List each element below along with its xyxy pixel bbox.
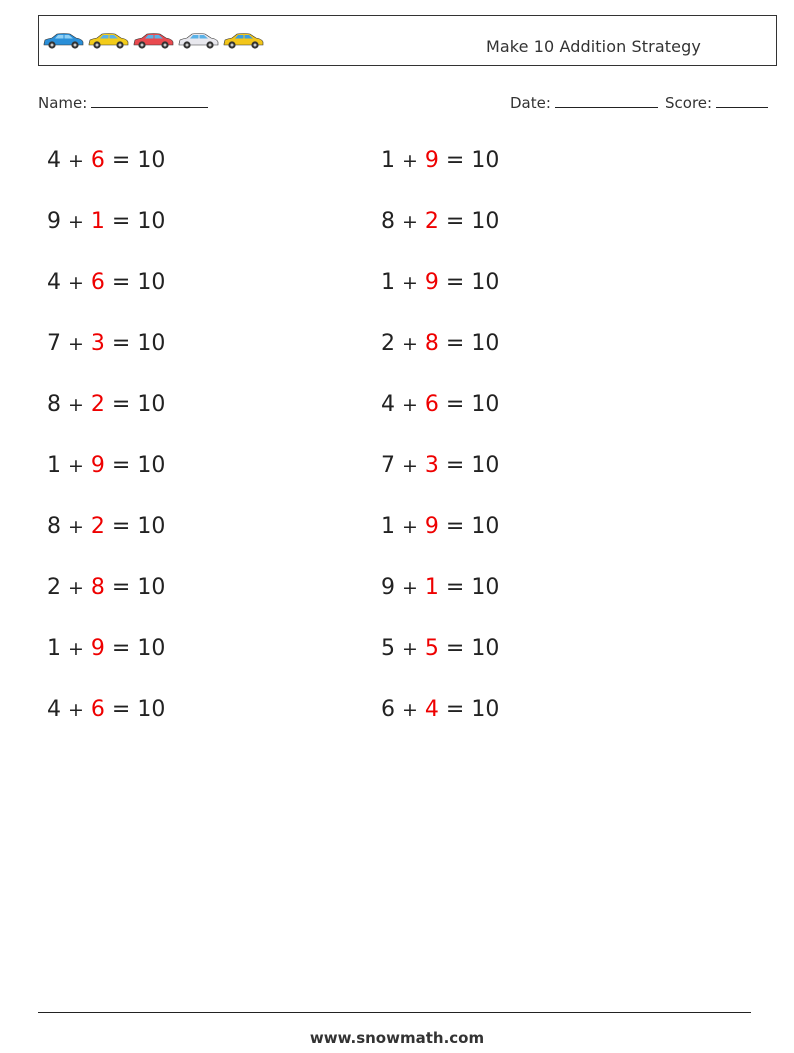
equals-sign: = [445,209,465,234]
problem-left-10 [47,697,165,722]
yellow-sports-car-icon [87,31,130,51]
equals-sign: = [111,636,131,661]
missing-addend-answer[interactable]: 6 [90,148,105,173]
addend-a: 8 [47,514,61,539]
plus-sign: + [68,699,84,721]
name-blank[interactable] [91,93,208,108]
problem-left-9 [47,636,165,661]
problem-left-1 [47,148,165,173]
equals-sign: = [445,331,465,356]
sum: 10 [137,575,166,600]
problem-right-3 [381,270,499,295]
sum: 10 [471,148,500,173]
problem-right-6 [381,453,499,478]
addend-a: 1 [381,270,395,295]
addend-a: 1 [47,453,61,478]
equals-sign: = [445,270,465,295]
sum: 10 [471,453,500,478]
problem-left-8 [47,575,165,600]
sum: 10 [471,331,500,356]
problem-right-10 [381,697,499,722]
sum: 10 [137,697,166,722]
addend-a: 7 [47,331,61,356]
missing-addend-answer[interactable]: 6 [90,697,105,722]
score-blank[interactable] [716,93,768,108]
name-label: Name: [38,94,88,112]
plus-sign: + [402,211,418,233]
white-suv-icon [177,31,220,51]
plus-sign: + [68,455,84,477]
plus-sign: + [402,516,418,538]
sum: 10 [137,148,166,173]
addend-a: 1 [381,514,395,539]
plus-sign: + [402,577,418,599]
addend-a: 1 [47,636,61,661]
plus-sign: + [402,699,418,721]
sum: 10 [471,636,500,661]
missing-addend-answer[interactable]: 2 [90,514,105,539]
plus-sign: + [68,394,84,416]
sum: 10 [137,453,166,478]
footer-divider [38,1012,751,1013]
red-sedan-icon [132,31,175,51]
plus-sign: + [402,638,418,660]
score-label: Score: [665,94,713,112]
worksheet-title: Make 10 Addition Strategy [486,37,701,56]
date-label: Date: [510,94,551,112]
missing-addend-answer[interactable]: 2 [424,209,439,234]
addend-a: 4 [47,148,61,173]
equals-sign: = [445,697,465,722]
equals-sign: = [111,331,131,356]
sum: 10 [471,209,500,234]
addend-a: 8 [381,209,395,234]
missing-addend-answer[interactable]: 9 [90,636,105,661]
addend-a: 2 [47,575,61,600]
plus-sign: + [402,272,418,294]
score-field[interactable] [665,93,768,112]
equals-sign: = [445,148,465,173]
problem-right-8 [381,575,499,600]
plus-sign: + [68,150,84,172]
plus-sign: + [68,272,84,294]
equals-sign: = [111,209,131,234]
plus-sign: + [402,394,418,416]
sum: 10 [137,514,166,539]
date-field[interactable] [510,93,658,112]
missing-addend-answer[interactable]: 9 [424,270,439,295]
addend-a: 1 [381,148,395,173]
worksheet-header [38,15,777,66]
missing-addend-answer[interactable]: 3 [424,453,439,478]
problem-right-5 [381,392,499,417]
missing-addend-answer[interactable]: 9 [424,148,439,173]
plus-sign: + [402,455,418,477]
equals-sign: = [111,148,131,173]
missing-addend-answer[interactable]: 6 [424,392,439,417]
plus-sign: + [68,638,84,660]
equals-sign: = [445,636,465,661]
equals-sign: = [111,514,131,539]
problem-left-6 [47,453,165,478]
problem-left-3 [47,270,165,295]
addend-a: 5 [381,636,395,661]
problem-left-2 [47,209,165,234]
problem-right-7 [381,514,499,539]
plus-sign: + [68,211,84,233]
addend-a: 9 [381,575,395,600]
missing-addend-answer[interactable]: 9 [424,514,439,539]
plus-sign: + [402,150,418,172]
problem-right-9 [381,636,499,661]
equals-sign: = [111,697,131,722]
sum: 10 [471,697,500,722]
equals-sign: = [445,575,465,600]
addend-a: 4 [47,697,61,722]
missing-addend-answer[interactable]: 3 [90,331,105,356]
blue-sedan-icon [42,31,85,51]
equals-sign: = [445,514,465,539]
missing-addend-answer[interactable]: 9 [90,453,105,478]
sum: 10 [137,331,166,356]
equals-sign: = [445,453,465,478]
equals-sign: = [445,392,465,417]
missing-addend-answer[interactable]: 1 [90,209,105,234]
plus-sign: + [68,516,84,538]
sum: 10 [471,392,500,417]
missing-addend-answer[interactable]: 8 [424,331,439,356]
problem-left-7 [47,514,165,539]
equals-sign: = [111,270,131,295]
name-field[interactable] [38,93,208,112]
plus-sign: + [68,577,84,599]
problem-left-4 [47,331,165,356]
equals-sign: = [111,392,131,417]
addend-a: 2 [381,331,395,356]
addend-a: 7 [381,453,395,478]
addend-a: 4 [381,392,395,417]
date-blank[interactable] [555,93,658,108]
equals-sign: = [111,453,131,478]
sum: 10 [137,392,166,417]
plus-sign: + [68,333,84,355]
missing-addend-answer[interactable]: 4 [424,697,439,722]
footer-website: www.snowmath.com [309,1029,485,1047]
car-icons [42,31,265,51]
addend-a: 9 [47,209,61,234]
missing-addend-answer[interactable]: 8 [90,575,105,600]
sum: 10 [137,270,166,295]
addend-a: 6 [381,697,395,722]
equals-sign: = [111,575,131,600]
sum: 10 [137,636,166,661]
yellow-hatchback-icon [222,31,265,51]
sum: 10 [471,575,500,600]
problem-right-2 [381,209,499,234]
problem-right-4 [381,331,499,356]
missing-addend-answer[interactable]: 6 [90,270,105,295]
missing-addend-answer[interactable]: 5 [424,636,439,661]
addend-a: 4 [47,270,61,295]
sum: 10 [137,209,166,234]
plus-sign: + [402,333,418,355]
missing-addend-answer[interactable]: 1 [424,575,439,600]
problem-left-5 [47,392,165,417]
problem-right-1 [381,148,499,173]
sum: 10 [471,270,500,295]
sum: 10 [471,514,500,539]
addend-a: 8 [47,392,61,417]
missing-addend-answer[interactable]: 2 [90,392,105,417]
